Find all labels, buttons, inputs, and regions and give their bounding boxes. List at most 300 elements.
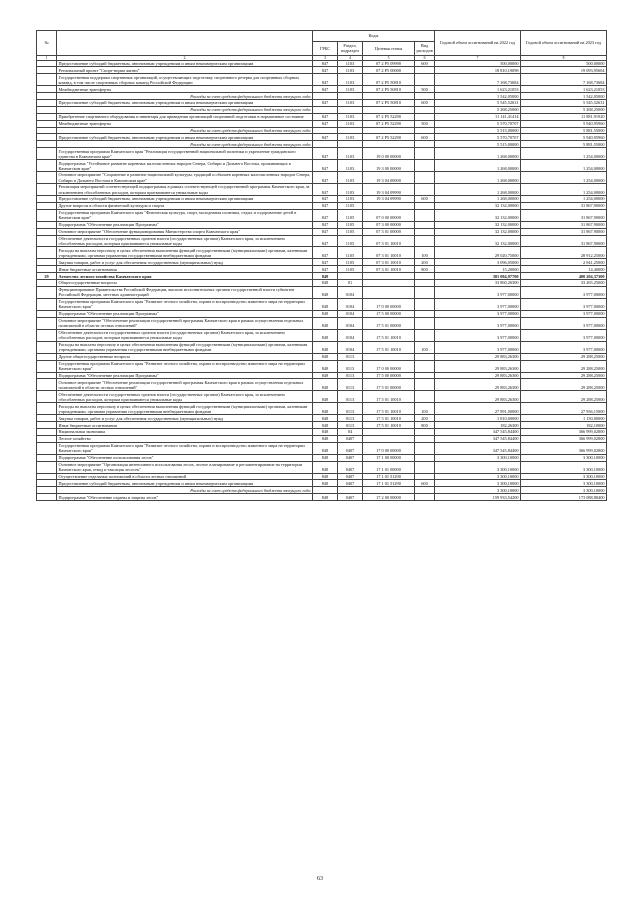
amount-2022: 32 132,00000	[435, 209, 521, 221]
row-number	[37, 379, 57, 391]
row-name: Обеспечение деятельности государственных органов власти (государственных органов) Камчатского края, за исключением обособленных расходов, которым присваиваются уникальные коды	[57, 391, 313, 403]
row-name: Предоставление субсидий бюджетным, автономным учреждениям и иным некоммерческим организациям	[57, 134, 313, 141]
section-code: 0407	[338, 435, 363, 442]
grbs-code: 847	[313, 209, 338, 221]
target-code: 17 5 01 00000	[363, 317, 415, 329]
amount-2023: 31 867,90000	[521, 202, 607, 209]
amount-2022: 1 268,00000	[435, 148, 521, 160]
row-name: Подпрограмма "Обеспечение использования лесов"	[57, 454, 313, 461]
table-row	[37, 454, 607, 461]
section-code: 04	[338, 429, 363, 436]
amount-2022: 29 883,26300	[435, 353, 521, 360]
grbs-code: 848	[313, 372, 338, 379]
amount-2023: 29 288,25000	[521, 372, 607, 379]
amount-2022: 7 168,73684	[435, 74, 521, 86]
row-name: Другие общегосударственные вопросы	[57, 353, 313, 360]
table-row	[37, 67, 607, 74]
target-code: 07 2 Р5 52290	[363, 134, 415, 141]
amount-2023: 29 288,25000	[521, 360, 607, 372]
amount-2022: 381 084,97700	[435, 273, 521, 280]
section-code	[338, 273, 363, 280]
target-code: 07 2 Р5 09990	[363, 60, 415, 67]
column-index: 3	[313, 55, 338, 60]
table-row	[37, 280, 607, 287]
section-code: 0113	[338, 360, 363, 372]
table-row	[37, 160, 607, 172]
table-row	[37, 353, 607, 360]
expense-type	[415, 202, 435, 209]
row-number	[37, 461, 57, 473]
grbs-code: 847	[313, 100, 338, 107]
table-row	[37, 60, 607, 67]
grbs-code: 848	[313, 341, 338, 353]
section-code: 0407	[338, 454, 363, 461]
grbs-code: 847	[313, 134, 338, 141]
amount-2022: 1 623,21053	[435, 86, 521, 93]
amount-2022: 32 132,00000	[435, 221, 521, 228]
target-code	[363, 280, 415, 287]
amount-2023: 29 288,25000	[521, 379, 607, 391]
row-number	[37, 391, 57, 403]
amount-2023: 3 300,10000	[521, 487, 607, 494]
section-code: 0104	[338, 317, 363, 329]
grbs-code: 847	[313, 113, 338, 120]
table-row	[37, 461, 607, 473]
amount-2022: 5 268,25000	[435, 106, 521, 113]
header-grbs: ГРБС	[313, 41, 338, 55]
column-index: 1	[37, 55, 57, 60]
table-row	[37, 266, 607, 273]
column-index: 7	[435, 55, 521, 60]
table-row	[37, 391, 607, 403]
row-number	[37, 184, 57, 196]
amount-2023: 11 881,91920	[521, 113, 607, 120]
row-name: Государственная программа Камчатского края "Развитие лесного хозяйства, охрана и воспроизводство животного мира на территории Камчатского края"	[57, 442, 313, 454]
row-number	[37, 360, 57, 372]
table-row	[37, 310, 607, 317]
target-code: 17 5 00 00000	[363, 372, 415, 379]
section-code: 1103	[338, 184, 363, 196]
amount-2023: 3 300,10000	[521, 461, 607, 473]
section-code: 0407	[338, 461, 363, 473]
expense-type	[415, 454, 435, 461]
amount-2023: 3 300,10000	[521, 480, 607, 487]
amount-2022: 5 570,70707	[435, 134, 521, 141]
section-code	[338, 487, 363, 494]
table-header	[37, 31, 607, 61]
grbs-code: 848	[313, 353, 338, 360]
target-code: 07 3 01 00000	[363, 228, 415, 235]
amount-2022: 1 542,05000	[435, 93, 521, 100]
expense-type: 600	[415, 134, 435, 141]
target-code: 07 2 Р5 52290	[363, 120, 415, 127]
amount-2023: 3 977,00000	[521, 317, 607, 329]
grbs-code: 848	[313, 403, 338, 415]
expense-type: 500	[415, 120, 435, 127]
table-row	[37, 100, 607, 107]
expense-type	[415, 141, 435, 148]
target-code: 19 3 00 00000	[363, 160, 415, 172]
row-name: Государственная программа Камчатского края "Реализация государственной национальной политики и укрепление гражданского единства в Камчатском крае"	[57, 148, 313, 160]
row-name: Расходы за счет средств федерального бюджета текущего года	[57, 127, 313, 134]
target-code	[363, 487, 415, 494]
table-row	[37, 480, 607, 487]
amount-2023: 366 999,02800	[521, 429, 607, 436]
row-name: Государственная программа Камчатского края "Физическая культура, спорт, молодежная политика, отдых и оздоровление детей в Камчатском крае"	[57, 209, 313, 221]
amount-2022: 3 977,00000	[435, 317, 521, 329]
target-code: 07 2 Р5 00000	[363, 67, 415, 74]
amount-2022: 3 300,10000	[435, 473, 521, 480]
amount-2022: 33 860,26300	[435, 280, 521, 287]
grbs-code	[313, 106, 338, 113]
target-code: 17 0 00 00000	[363, 298, 415, 310]
row-number	[37, 286, 57, 298]
section-code: 1105	[338, 221, 363, 228]
row-number	[37, 298, 57, 310]
amount-2022: 347 545,84400	[435, 442, 521, 454]
header-name	[57, 31, 313, 56]
table-row	[37, 317, 607, 329]
grbs-code: 847	[313, 86, 338, 93]
row-name: Расходы за счет средств федерального бюджета текущего года	[57, 106, 313, 113]
section-code	[338, 141, 363, 148]
header-target: Целевая статья	[363, 41, 415, 55]
grbs-code: 848	[313, 310, 338, 317]
target-code: 19 3 04 09990	[363, 184, 415, 196]
grbs-code	[313, 141, 338, 148]
grbs-code: 847	[313, 148, 338, 160]
column-index: 8	[521, 55, 607, 60]
row-number	[37, 454, 57, 461]
row-number	[37, 86, 57, 93]
section-code: 1103	[338, 113, 363, 120]
amount-2022: 3 977,00000	[435, 310, 521, 317]
amount-2022: 347 545,84400	[435, 435, 521, 442]
row-name: Предоставление субсидий бюджетным, автономным учреждениям и иным некоммерческим организациям	[57, 60, 313, 67]
row-name: Общегосударственные вопросы	[57, 280, 313, 287]
row-name: Государственная программа Камчатского края "Развитие лесного хозяйства, охрана и воспроизводство животного мира на территории Камчатского края"	[57, 360, 313, 372]
amount-2023: 5 940,95960	[521, 120, 607, 127]
expense-type	[415, 379, 435, 391]
expense-type	[415, 93, 435, 100]
target-code: 19 0 00 00000	[363, 148, 415, 160]
row-name: Подпрограмма "Обеспечение реализации Программы"	[57, 221, 313, 228]
amount-2023: 3 977,00000	[521, 286, 607, 298]
expense-type	[415, 429, 435, 436]
row-number	[37, 93, 57, 100]
expense-type: 600	[415, 100, 435, 107]
row-name: Подпрограмма "Обеспечение реализации Программы"	[57, 372, 313, 379]
header-type: Вид расходов	[416, 43, 433, 54]
row-number	[37, 221, 57, 228]
target-code	[363, 273, 415, 280]
row-number	[37, 160, 57, 172]
amount-2023: 173 088,88400	[521, 494, 607, 501]
amount-2022: 1 268,00000	[435, 160, 521, 172]
expense-type	[415, 360, 435, 372]
row-number	[37, 353, 57, 360]
amount-2023: 27 956,15000	[521, 403, 607, 415]
section-code: 0113	[338, 372, 363, 379]
row-name: Государственная поддержка спортивных организаций, осуществляющих подготовку спортивного резерва для спортивных сборных команд, в том числе спортивных сборных команд Российской Федерации	[57, 74, 313, 86]
expense-type	[415, 286, 435, 298]
column-index: 2	[57, 55, 313, 60]
grbs-code	[313, 93, 338, 100]
grbs-code: 847	[313, 120, 338, 127]
grbs-code: 847	[313, 221, 338, 228]
grbs-code: 847	[313, 228, 338, 235]
expense-type: 600	[415, 480, 435, 487]
row-name: Основное мероприятие "Организация интенсивного использования лесов, лесное планирование и регламентирование на территории Камчатского края, отвод и таксация лесосек"	[57, 461, 313, 473]
target-code	[363, 106, 415, 113]
expense-type	[415, 280, 435, 287]
amount-2022: 32 132,00000	[435, 235, 521, 247]
grbs-code: 847	[313, 184, 338, 196]
section-code: 0113	[338, 403, 363, 415]
grbs-code: 848	[313, 442, 338, 454]
section-code	[338, 93, 363, 100]
amount-2022: 32 132,00000	[435, 228, 521, 235]
table-row	[37, 298, 607, 310]
expense-type	[415, 461, 435, 473]
row-number	[37, 280, 57, 287]
section-code: 1103	[338, 172, 363, 184]
section-code: 0104	[338, 286, 363, 298]
row-number	[37, 415, 57, 422]
section-code	[338, 127, 363, 134]
row-name: Предоставление субсидий бюджетным, автономным учреждениям и иным некоммерческим организациям	[57, 100, 313, 107]
amount-2022: 18 810,19098	[435, 67, 521, 74]
amount-2022: 3 300,10000	[435, 461, 521, 473]
header-2023: Годовой объем ассигнований на 2023 год	[521, 31, 607, 56]
amount-2023: 3 977,00000	[521, 341, 607, 353]
amount-2023: 1 254,00000	[521, 160, 607, 172]
row-number	[37, 435, 57, 442]
table-row	[37, 221, 607, 228]
target-code	[363, 353, 415, 360]
grbs-code: 848	[313, 286, 338, 298]
expense-type	[415, 298, 435, 310]
amount-2022: 27 891,00000	[435, 403, 521, 415]
target-code	[363, 429, 415, 436]
table-row	[37, 487, 607, 494]
expense-type	[415, 74, 435, 86]
amount-2022: 29 883,26300	[435, 360, 521, 372]
amount-2023: 1 254,00000	[521, 184, 607, 196]
document-page	[36, 30, 606, 501]
expense-type	[415, 494, 435, 501]
grbs-code: 847	[313, 172, 338, 184]
row-name: Расходы на выплаты персоналу в целях обеспечения выполнения функций государственными (муниципальными) органами, казенными учреждениями, органами управления государственными внебюджетными фондами	[57, 403, 313, 415]
section-code: 0407	[338, 442, 363, 454]
amount-2023: 29 288,25000	[521, 391, 607, 403]
target-code	[363, 141, 415, 148]
target-code: 17 2 00 00000	[363, 494, 415, 501]
amount-2022: 347 545,84400	[435, 429, 521, 436]
row-name: Расходы на выплаты персоналу в целях обеспечения выполнения функций государственными (муниципальными) органами, казенными учреждениями, органами управления государственными внебюджетными фондами	[57, 247, 313, 259]
expense-type	[415, 391, 435, 403]
table-row	[37, 120, 607, 127]
target-code: 17 5 01 10010	[363, 341, 415, 353]
row-number	[37, 429, 57, 436]
table-row	[37, 259, 607, 266]
grbs-code: 848	[313, 329, 338, 341]
grbs-code: 847	[313, 74, 338, 86]
target-code: 07 0 00 00000	[363, 209, 415, 221]
expense-type	[415, 473, 435, 480]
expense-type	[415, 353, 435, 360]
amount-2023: 1 254,00000	[521, 148, 607, 160]
amount-2022: 1 810,00000	[435, 415, 521, 422]
section-code: 1103	[338, 67, 363, 74]
grbs-code: 848	[313, 273, 338, 280]
header-num: №	[37, 31, 57, 56]
target-code: 17 1 01 51290	[363, 473, 415, 480]
table-row	[37, 379, 607, 391]
row-name: Расходы за счет средств федерального бюджета текущего года	[57, 141, 313, 148]
amount-2022: 3 977,00000	[435, 298, 521, 310]
amount-2023: 400 204,37300	[521, 273, 607, 280]
row-name: Иные бюджетные ассигнования	[57, 422, 313, 429]
amount-2022: 3 300,10000	[435, 487, 521, 494]
amount-2022: 3 300,10000	[435, 480, 521, 487]
target-code: 07 2 Р5 50810	[363, 74, 415, 86]
amount-2022: 1 268,00000	[435, 196, 521, 203]
grbs-code: 848	[313, 360, 338, 372]
section-code: 0104	[338, 341, 363, 353]
section-code: 0113	[338, 415, 363, 422]
table-row	[37, 86, 607, 93]
amount-2022: 3 300,10000	[435, 454, 521, 461]
target-code: 17 5 01 10010	[363, 391, 415, 403]
target-code: 19 3 04 00000	[363, 172, 415, 184]
target-code: 17 5 00 00000	[363, 310, 415, 317]
amount-2023: 1 542,05000	[521, 93, 607, 100]
amount-2023: 1 254,00000	[521, 196, 607, 203]
amount-2023: 3 977,00000	[521, 310, 607, 317]
amount-2022: 15,20000	[435, 266, 521, 273]
grbs-code: 847	[313, 259, 338, 266]
expense-type	[415, 442, 435, 454]
amount-2023: 5 881,55000	[521, 141, 607, 148]
amount-2023: 29 288,25000	[521, 353, 607, 360]
target-code: 07 2 Р5 50810	[363, 86, 415, 93]
table-row	[37, 74, 607, 86]
target-code: 17 5 01 10010	[363, 415, 415, 422]
table-row	[37, 435, 607, 442]
section-code: 1105	[338, 259, 363, 266]
section-code: 1103	[338, 160, 363, 172]
row-name: Закупка товаров, работ и услуг для обеспечения государственных (муниципальных) нужд	[57, 259, 313, 266]
expense-type: 200	[415, 259, 435, 266]
header-section: Раздел, подраздел	[338, 41, 363, 55]
expense-type	[415, 127, 435, 134]
table-row	[37, 148, 607, 160]
grbs-code	[313, 127, 338, 134]
row-name: Закупка товаров, работ и услуг для обеспечения государственных (муниципальных) нужд	[57, 415, 313, 422]
amount-2023: 500,00000	[521, 60, 607, 67]
section-code: 1103	[338, 100, 363, 107]
row-name: Основное мероприятие "Обеспечение реализации государственной программы Камчатского края в рамках осуществления отдельных полномочий в области лесных отношений"	[57, 379, 313, 391]
grbs-code: 848	[313, 415, 338, 422]
row-name: Лесное хозяйство	[57, 435, 313, 442]
amount-2023: 14,40000	[521, 266, 607, 273]
target-code: 19 3 04 09990	[363, 196, 415, 203]
amount-2022: 1 268,00000	[435, 184, 521, 196]
amount-2022: 3 977,00000	[435, 329, 521, 341]
row-name: Основное мероприятие "Обеспечение функционирования Министерства спорта Камчатского края"	[57, 228, 313, 235]
table-row	[37, 172, 607, 184]
row-number	[37, 113, 57, 120]
expense-type: 100	[415, 341, 435, 353]
row-name: Агентство лесного хозяйства Камчатского края	[57, 273, 313, 280]
table-row	[37, 184, 607, 196]
expense-type	[415, 184, 435, 196]
row-number	[37, 487, 57, 494]
row-name: Другие вопросы в области физической культуры и спорта	[57, 202, 313, 209]
amount-2022: 29 883,26300	[435, 391, 521, 403]
target-code	[363, 127, 415, 134]
amount-2022: 11 141,41414	[435, 113, 521, 120]
expense-type	[415, 67, 435, 74]
grbs-code: 848	[313, 480, 338, 487]
grbs-code: 848	[313, 494, 338, 501]
amount-2023: 5 940,95960	[521, 134, 607, 141]
target-code: 07 3 01 10010	[363, 266, 415, 273]
row-name: Основное мероприятие "Сохранение и развитие национальной культуры, традиций и обычаев коренных малочисленных народов Севера, Сибири и Дальнего Востока в Камчатском крае"	[57, 172, 313, 184]
table-row	[37, 473, 607, 480]
row-name: Государственная программа Камчатского края "Развитие лесного хозяйства, охрана и воспроизводство животного мира на территории Камчатского края"	[57, 298, 313, 310]
amount-2023: 3 300,10000	[521, 454, 607, 461]
expense-type	[415, 113, 435, 120]
row-number	[37, 106, 57, 113]
section-code: 0113	[338, 391, 363, 403]
target-code	[363, 202, 415, 209]
section-code: 1103	[338, 60, 363, 67]
expense-type: 200	[415, 415, 435, 422]
row-number	[37, 310, 57, 317]
grbs-code: 848	[313, 454, 338, 461]
amount-2022: 500,00000	[435, 60, 521, 67]
expense-type: 100	[415, 247, 435, 259]
amount-2023: 3 300,10000	[521, 473, 607, 480]
row-number: 29	[37, 273, 57, 280]
row-number	[37, 100, 57, 107]
target-code: 17 5 01 00000	[363, 379, 415, 391]
table-row	[37, 209, 607, 221]
grbs-code: 848	[313, 391, 338, 403]
row-number	[37, 60, 57, 67]
row-number	[37, 74, 57, 86]
section-code: 1105	[338, 209, 363, 221]
expense-type: 100	[415, 403, 435, 415]
row-name: Функционирование Правительства Российской Федерации, высших исполнительных органов государственной власти субъектов Российской Федерации, местных администраций	[57, 286, 313, 298]
grbs-code: 848	[313, 280, 338, 287]
target-code: 07 2 Р5 50810	[363, 100, 415, 107]
amount-2023: 5 881,55000	[521, 127, 607, 134]
expense-type	[415, 435, 435, 442]
table-row	[37, 494, 607, 501]
amount-2022: 29 883,26300	[435, 379, 521, 391]
amount-2023: 31 867,90000	[521, 209, 607, 221]
grbs-code: 848	[313, 461, 338, 473]
amount-2023: 5 268,25000	[521, 106, 607, 113]
row-number	[37, 141, 57, 148]
row-number	[37, 329, 57, 341]
grbs-code: 848	[313, 473, 338, 480]
target-code	[363, 435, 415, 442]
table-row	[37, 372, 607, 379]
